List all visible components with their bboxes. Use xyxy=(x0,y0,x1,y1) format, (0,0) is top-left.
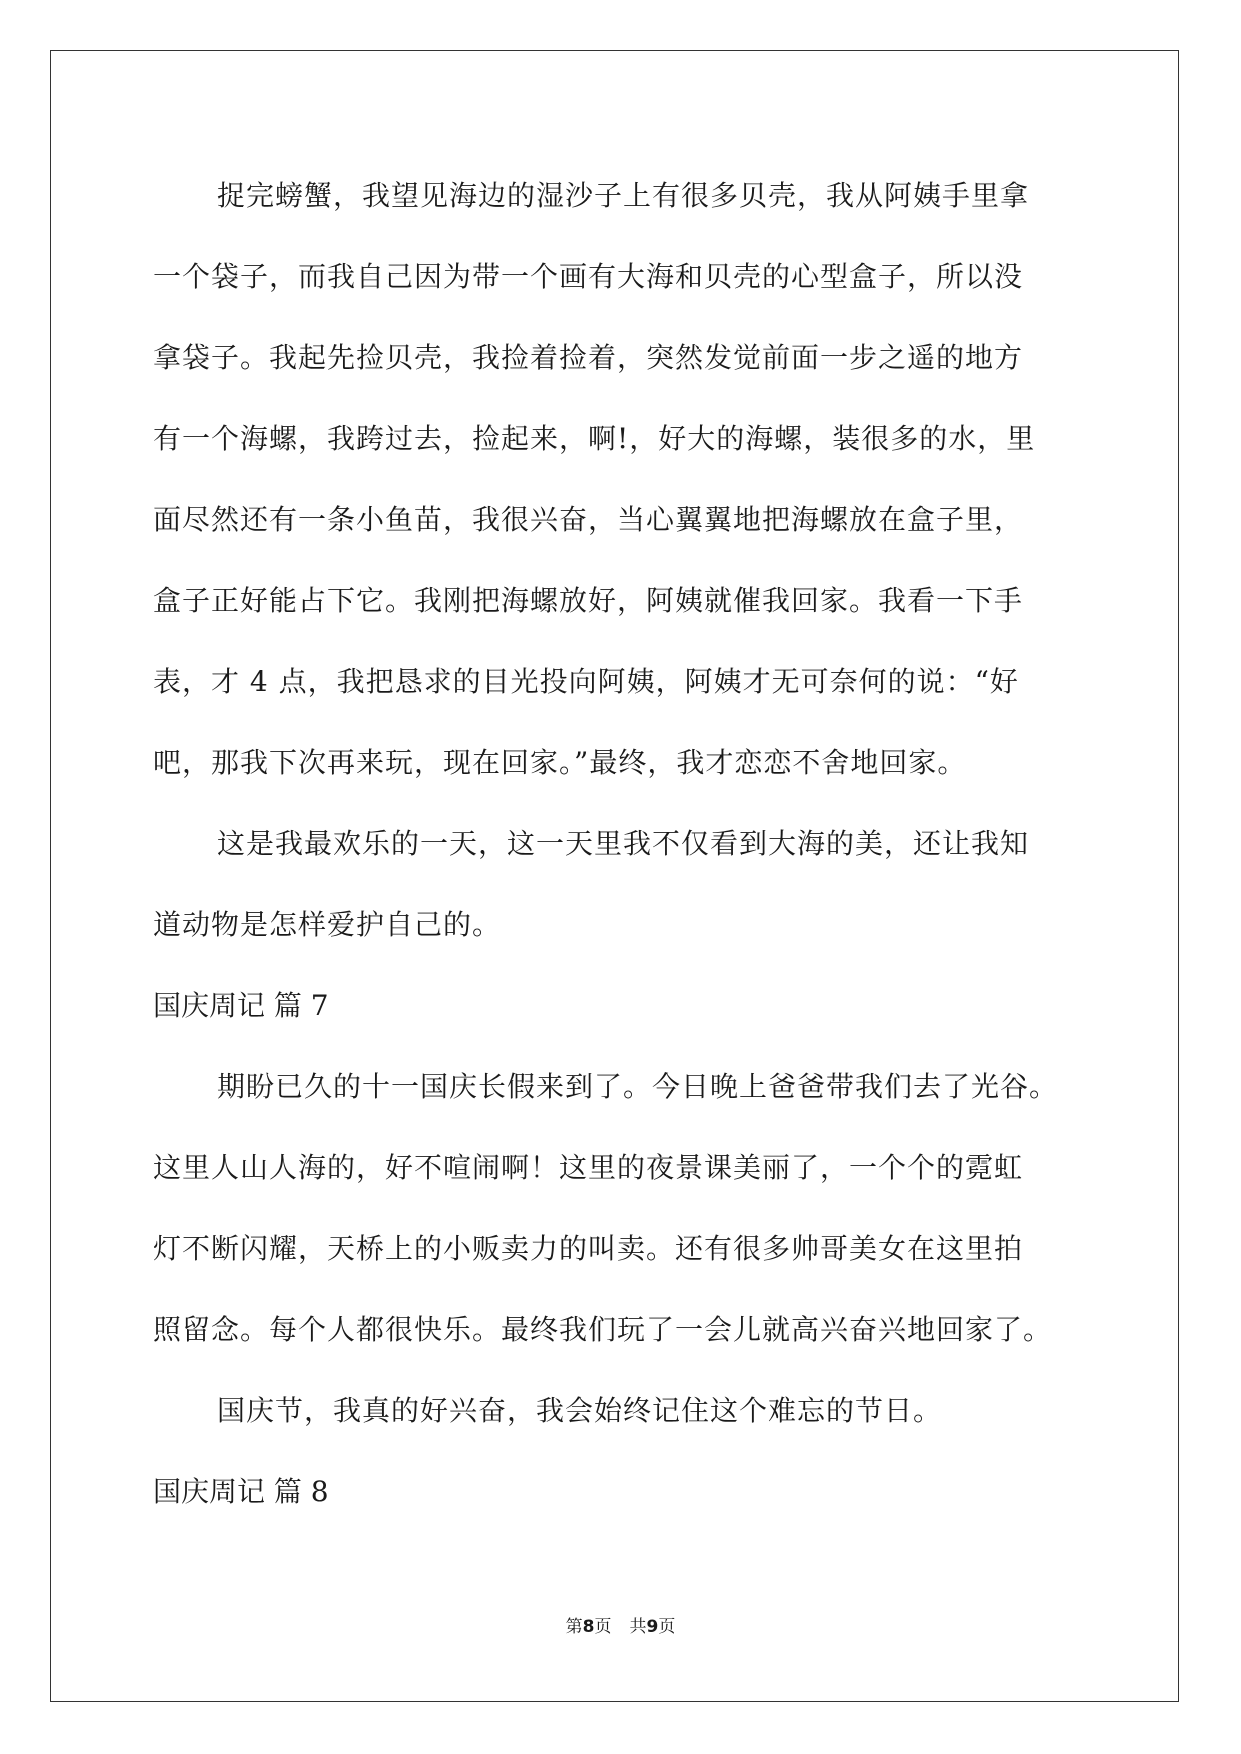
footer-prefix: 第 xyxy=(565,1617,583,1637)
footer-total-prefix: 共 xyxy=(629,1617,647,1637)
paragraph-line: 盒子正好能占下它。我刚把海螺放好，阿姨就催我回家。我看一下手 xyxy=(153,584,1024,617)
paragraph-line: 吧，那我下次再来玩，现在回家。”最终，我才恋恋不舍地回家。 xyxy=(153,746,967,779)
paragraph-line: 拿袋子。我起先捡贝壳，我捡着捡着，突然发觉前面一步之遥的地方 xyxy=(153,341,1024,374)
paragraph-line: 道动物是怎样爱护自己的。 xyxy=(153,908,502,941)
paragraph-line: 国庆节，我真的好兴奋，我会始终记住这个难忘的节日。 xyxy=(217,1394,943,1427)
page-footer xyxy=(0,1612,1241,1637)
paragraph-line: 一个袋子，而我自己因为带一个画有大海和贝壳的心型盒子，所以没 xyxy=(153,260,1024,293)
section-heading: 国庆周记 篇 7 xyxy=(153,989,329,1022)
paragraph-line: 表，才 4 点，我把恳求的目光投向阿姨，阿姨才无可奈何的说：“好 xyxy=(153,665,1019,698)
paragraph-line: 面尽然还有一条小鱼苗，我很兴奋，当心翼翼地把海螺放在盒子里， xyxy=(153,503,1024,536)
document-body xyxy=(153,155,1090,1532)
section-heading: 国庆周记 篇 8 xyxy=(153,1475,329,1508)
total-page-number: 9 xyxy=(646,1617,659,1637)
paragraph-line: 这里人山人海的，好不喧闹啊！这里的夜景课美丽了，一个个的霓虹 xyxy=(153,1151,1024,1184)
footer-total-suffix: 页 xyxy=(658,1617,676,1637)
paragraph-line: 有一个海螺，我跨过去，捡起来，啊!，好大的海螺，装很多的水，里 xyxy=(153,422,1036,455)
footer-page-suffix: 页 xyxy=(594,1617,612,1637)
paragraph-line: 这是我最欢乐的一天，这一天里我不仅看到大海的美，还让我知 xyxy=(217,827,1030,860)
paragraph-line: 灯不断闪耀，天桥上的小贩卖力的叫卖。还有很多帅哥美女在这里拍 xyxy=(153,1232,1024,1265)
paragraph-line: 捉完螃蟹，我望见海边的湿沙子上有很多贝壳，我从阿姨手里拿 xyxy=(217,179,1030,212)
paragraph-line: 期盼已久的十一国庆长假来到了。今日晚上爸爸带我们去了光谷。 xyxy=(217,1070,1059,1103)
current-page-number: 8 xyxy=(582,1617,595,1637)
paragraph-line: 照留念。每个人都很快乐。最终我们玩了一会儿就高兴奋兴地回家了。 xyxy=(153,1313,1053,1346)
